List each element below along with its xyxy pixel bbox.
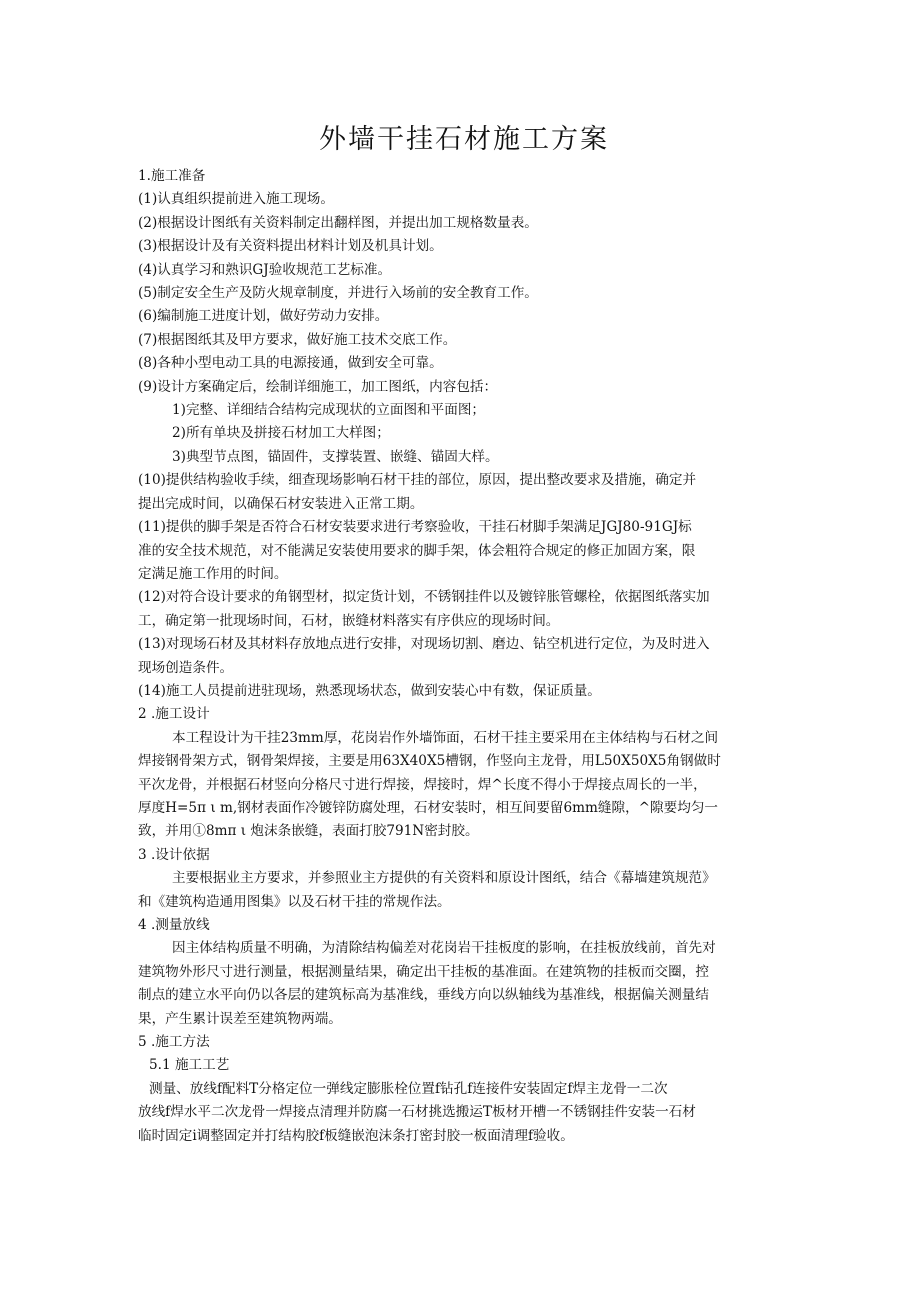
text-line: 厚度H=5π ι m,钢材表面作冷镀锌防腐处理，石材安装时，相互间要留6mm缝隙，^隙要均匀一 xyxy=(138,799,719,816)
text-line: 和《建筑构造通用图集》以及石材干挂的常规作法。 xyxy=(138,893,451,910)
text-line: 现场创造条件。 xyxy=(138,659,234,676)
text-line: 因主体结构质量不明确，为清除结构偏差对花岗岩干挂板度的影响，在挂板放线前，首先对 xyxy=(172,940,716,957)
text-line: 准的安全技术规范，对不能满足安装使用要求的脚手架，体会粗符合规定的修正加固方案，限 xyxy=(138,542,696,559)
text-line: 主要根据业主方要求，并参照业主方提供的有关资料和原设计图纸，结合《幕墙建筑规范》 xyxy=(172,870,716,887)
text-line: 5 .施工方法 xyxy=(138,1034,210,1051)
text-line: (12)对符合设计要求的角钢型材，拟定货计划，不锈钢挂件以及镀锌胀管螺栓，依据图纸落实加 xyxy=(138,589,710,606)
text-line: (3)根据设计及有关资料提出材料计划及机具计划。 xyxy=(138,238,443,255)
text-line: 果，产生累计误差至建筑物两端。 xyxy=(138,1010,342,1027)
text-line: (14)施工人员提前进驻现场，熟悉现场状态，做到安装心中有数，保证质量。 xyxy=(138,682,601,699)
document-body xyxy=(138,165,798,1148)
text-line: 临时固定ⅰ调整固定并打结构胶f板缝嵌泡沫条打密封胶一板面清理f验收。 xyxy=(138,1127,574,1144)
text-line: (10)提供结构验收手续，细查现场影响石材干挂的部位，原因，提出整改要求及措施，确定并 xyxy=(138,472,697,489)
text-line: 3 .设计依据 xyxy=(138,846,210,863)
text-line: 放线f焊水平二次龙骨一焊接点清理并防腐一石材挑选搬运T板材开槽一不锈钢挂件安装一石材 xyxy=(138,1104,696,1121)
text-line: 4 .测量放线 xyxy=(138,917,210,933)
text-line: 建筑物外形尺寸进行测量，根据测量结果，确定出干挂板的基准面。在建筑物的挂板而交圈，控 xyxy=(138,963,709,980)
text-line: 平次龙骨，并根据石材竖向分格尺寸进行焊接，焊接时，焊^长度不得小于焊接点周长的一半， xyxy=(138,776,707,793)
document-title: 外墙干挂石材施工方案 xyxy=(319,124,609,155)
text-line: 3)典型节点图，锚固件，支撑装置、嵌缝、锚固大样。 xyxy=(172,448,499,465)
text-line: 致，并用①8mπ ι 炮沫条嵌缝，表面打胶791N密封胶。 xyxy=(138,823,479,840)
text-line: (2)根据设计图纸有关资料制定出翻样图，并提出加工规格数量表。 xyxy=(138,214,538,231)
text-line: (1)认真组织提前进入施工现场。 xyxy=(138,191,334,208)
text-line: 1)完整、详细结合结构完成现状的立面图和平面图； xyxy=(172,402,486,419)
text-line: 5.1 施工工艺 xyxy=(149,1057,230,1074)
text-line: (5)制定安全生产及防火规章制度，并进行入场前的安全教育工作。 xyxy=(138,285,538,302)
text-line: (11)提供的脚手架是否符合石材安装要求进行考察验收，干挂石材脚手架满足JGJ80-91GJ标 xyxy=(138,519,692,536)
text-line: 2 .施工设计 xyxy=(138,706,210,723)
text-line: (6)编制施工进度计划，做好劳动力安排。 xyxy=(138,308,389,325)
text-line: 本工程设计为干挂23mm厚，花岗岩作外墙饰面，石材干挂主要采用在主体结构与石材之间 xyxy=(172,729,719,746)
text-line: 焊接钢骨架方式，钢骨架焊接，主要是用63X40X5槽钢，作竖向主龙骨，用L50X50X5角钢做时 xyxy=(138,753,721,770)
text-line: (7)根据图纸其及甲方要求，做好施工技术交底工作。 xyxy=(138,331,457,348)
text-line: 提出完成时间，以确保石材安装进入正常工期。 xyxy=(138,495,424,512)
text-line: 1.施工准备 xyxy=(138,168,206,184)
text-line: (8)各种小型电动工具的电源接通，做到安全可靠。 xyxy=(138,355,443,372)
text-line: 定满足施工作用的时间。 xyxy=(138,565,288,582)
text-line: 制点的建立水平向仍以各层的建筑标高为基准线，垂线方向以纵轴线为基准线，根据偏关测量结 xyxy=(138,987,709,1004)
text-line: (13)对现场石材及其材料存放地点进行安排，对现场切割、磨边、钻空机进行定位，为及时进入 xyxy=(138,636,710,653)
text-line: 工，确定第一批现场时间，石材，嵌缝材料落实有序供应的现场时间。 xyxy=(138,612,560,629)
text-line: 2)所有单块及拼接石材加工大样图； xyxy=(172,425,390,442)
text-line: (9)设计方案确定后，绘制详细施工，加工图纸，内容包括： xyxy=(138,378,498,395)
text-line: (4)认真学习和熟识GJ验收规范工艺标准。 xyxy=(138,261,392,278)
text-line: 测量、放线f配料T分格定位一弹线定膨胀栓位置f钻孔f连接件安装固定f焊主龙骨一二次 xyxy=(149,1080,668,1097)
